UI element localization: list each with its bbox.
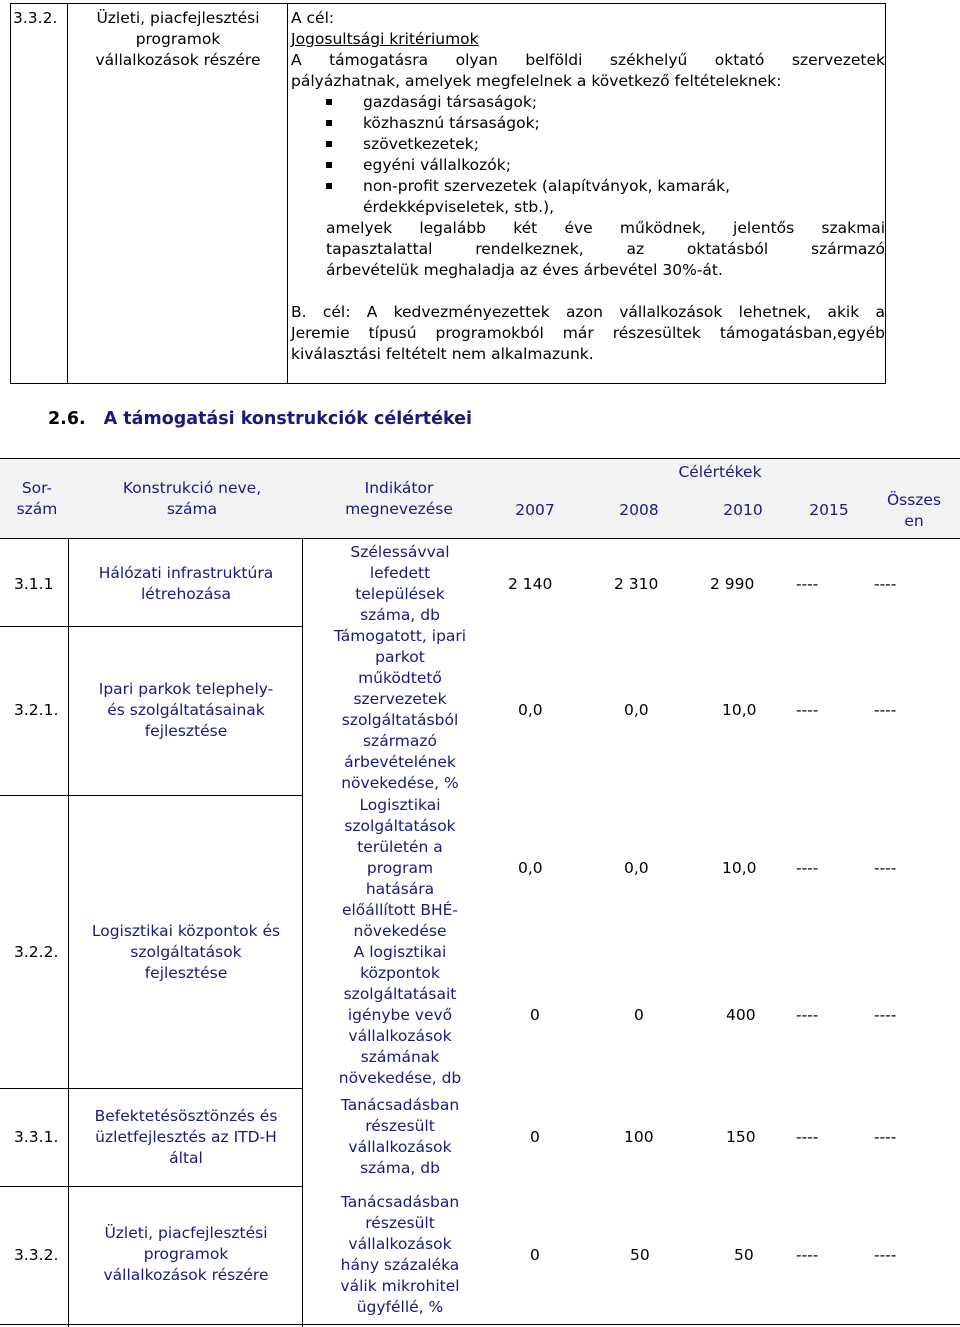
intro-text: A támogatásra olyan belföldi székhelyű oktató szervezetek	[291, 51, 885, 69]
name-line: vállalkozások részére	[103, 1266, 269, 1284]
eligible-list	[291, 92, 885, 218]
header-line: Sor-	[21, 479, 53, 497]
value-2015: ----	[796, 1128, 819, 1146]
header-line: megnevezése	[345, 500, 453, 518]
indicator-line: növekedése, %	[341, 774, 459, 792]
name-line: szolgáltatások	[130, 943, 242, 961]
value-2008: 50	[630, 1246, 650, 1264]
value-2008: 2 310	[614, 575, 659, 593]
indicator-line: száma, db	[360, 1159, 440, 1177]
header-line: en	[904, 512, 924, 530]
header-year: 2010	[723, 501, 763, 519]
header-line: szám	[16, 500, 58, 518]
construction-name	[80, 921, 292, 984]
value-2007: 0,0	[518, 859, 543, 877]
row-number: 3.1.1	[14, 575, 54, 593]
indicator-line: működtető	[358, 669, 442, 687]
header-osszesen	[874, 490, 954, 532]
indicator-line: növekedése, db	[338, 1069, 462, 1087]
name-line: üzletfejlesztés az ITD-H	[95, 1128, 277, 1146]
list-item: non-profit szervezetek (alapítványok, kamarák,	[291, 176, 885, 197]
name-line: Hálózati infrastruktúra	[98, 564, 274, 582]
value-2007: 2 140	[508, 575, 553, 593]
value-2015: ----	[796, 701, 819, 719]
name-line: fejlesztése	[144, 964, 228, 982]
indicator-line: Szélessávval	[350, 543, 450, 561]
indicator-line: vállalkozások	[348, 1138, 452, 1156]
list-item: szövetkezetek;	[291, 134, 885, 155]
spacer	[291, 281, 885, 302]
indicator-line: ügyféllé, %	[356, 1298, 444, 1316]
goal-a-label: A cél:	[291, 9, 335, 27]
name-line: Logisztikai központok és	[91, 922, 281, 940]
indicator-line: központok	[360, 964, 440, 982]
indicator-line: vállalkozások	[348, 1235, 452, 1253]
table-border	[0, 1324, 960, 1325]
header-line: Összes	[886, 491, 942, 509]
name-line: Befektetésösztönzés és	[94, 1107, 278, 1125]
indicator-text	[310, 542, 490, 626]
indicator-line: igénybe vevő	[347, 1006, 453, 1024]
value-total: ----	[874, 1006, 897, 1024]
indicator-line: program	[366, 859, 434, 877]
section-number: 2.6.	[48, 409, 86, 429]
indicator-text	[310, 626, 490, 794]
construction-name	[80, 563, 292, 605]
construction-name	[69, 8, 287, 71]
indicator-line: hatására	[365, 880, 435, 898]
value-2015: ----	[796, 859, 819, 877]
header-konstrukcio	[88, 478, 296, 520]
indicator-line: települések	[355, 585, 445, 603]
indicator-line: területén a	[357, 838, 443, 856]
name-line: és szolgáltatásainak	[107, 701, 265, 719]
list-item-continuation: érdekképviseletek, stb.),	[363, 198, 555, 216]
top-table	[10, 3, 886, 384]
value-2010: 50	[734, 1246, 754, 1264]
indicator-line: hány százaléka	[340, 1256, 460, 1274]
indicator-line: előállított BHÉ-	[341, 901, 459, 919]
name-line: létrehozása	[140, 585, 231, 603]
row-number: 3.2.2.	[14, 943, 59, 961]
column-divider	[302, 538, 303, 1327]
name-line: fejlesztése	[144, 722, 228, 740]
row-divider	[0, 626, 302, 627]
value-total: ----	[874, 575, 897, 593]
indicator-line: válik mikrohitel	[340, 1277, 460, 1295]
indicator-line: szolgáltatásból	[341, 711, 459, 729]
indicator-line: növekedése	[353, 922, 447, 940]
indicator-line: vállalkozások	[348, 1027, 452, 1045]
list-item: gazdasági társaságok;	[291, 92, 885, 113]
indicator-text	[310, 1095, 490, 1179]
indicator-line: parkot	[375, 648, 425, 666]
row-number: 3.3.1.	[14, 1128, 59, 1146]
row-divider	[0, 795, 302, 796]
condition-text: amelyek legalább két éve működnek, jelentős szakmai	[326, 219, 885, 237]
row-divider	[0, 1186, 302, 1187]
indicator-line: Logisztikai	[359, 796, 441, 814]
header-celertekek: Célértékek	[678, 463, 762, 481]
value-total: ----	[874, 1246, 897, 1264]
name-line: által	[169, 1149, 203, 1167]
list-item: egyéni vállalkozók;	[291, 155, 885, 176]
indicator-line: részesült	[365, 1214, 435, 1232]
construction-name	[80, 1106, 292, 1169]
value-2007: 0	[530, 1006, 540, 1024]
criteria-text	[291, 8, 885, 365]
indicator-line: árbevételének	[344, 753, 456, 771]
section-title: A támogatási konstrukciók célértékei	[103, 409, 473, 429]
header-line: Indikátor	[364, 479, 434, 497]
header-indikator	[316, 478, 482, 520]
construction-name	[80, 679, 292, 742]
value-2008: 0,0	[624, 701, 649, 719]
indicator-line: származó	[362, 732, 438, 750]
row-number: 3.2.1.	[14, 701, 59, 719]
header-line: száma	[166, 500, 218, 518]
header-year: 2007	[515, 501, 555, 519]
indicator-text	[310, 795, 490, 942]
column-divider	[287, 4, 288, 383]
name-line: programok	[135, 30, 221, 48]
indicator-text	[310, 1192, 490, 1318]
indicator-line: A logisztikai	[353, 943, 447, 961]
value-2010: 2 990	[710, 575, 755, 593]
goal-b-text: kiválasztási feltételt nem alkalmazunk.	[291, 345, 594, 363]
indicator-line: szervezetek	[353, 690, 447, 708]
indicator-line: szolgáltatások	[344, 817, 456, 835]
value-2007: 0	[530, 1246, 540, 1264]
goal-b-text: Jeremie típusú programokból már részesültek támogatásban,egyéb	[291, 324, 885, 342]
value-2008: 100	[624, 1128, 654, 1146]
indicator-line: Tanácsadásban	[340, 1096, 460, 1114]
value-2015: ----	[796, 575, 819, 593]
value-2015: ----	[796, 1006, 819, 1024]
condition-text: tapasztalattal rendelkeznek, az oktatásból származó	[326, 240, 885, 258]
section-heading	[48, 409, 472, 429]
name-line: Üzleti, piacfejlesztési	[96, 9, 260, 27]
indicator-line: Tanácsadásban	[340, 1193, 460, 1211]
list-item: közhasznú társaságok;	[291, 113, 885, 134]
header-line: Konstrukció neve,	[122, 479, 262, 497]
value-2007: 0,0	[518, 701, 543, 719]
indicator-line: szolgáltatásait	[343, 985, 457, 1003]
intro-text: pályázhatnak, amelyek megfelelnek a következő feltételeknek:	[291, 72, 782, 90]
value-2008: 0,0	[624, 859, 649, 877]
table-border	[0, 538, 960, 539]
indicator-line: lefedett	[369, 564, 431, 582]
value-2010: 400	[726, 1006, 756, 1024]
header-year: 2008	[619, 501, 659, 519]
row-number: 3.3.2.	[13, 9, 58, 27]
value-2010: 10,0	[722, 701, 757, 719]
indicator-text	[310, 942, 490, 1089]
indicator-line: részesült	[365, 1117, 435, 1135]
name-line: vállalkozások részére	[95, 51, 261, 69]
value-total: ----	[874, 859, 897, 877]
condition-text: árbevételük meghaladja az éves árbevétel 30%-át.	[326, 261, 723, 279]
value-total: ----	[874, 1128, 897, 1146]
value-2010: 150	[726, 1128, 756, 1146]
header-year: 2015	[809, 501, 849, 519]
header-sorszam	[14, 478, 60, 520]
table-border	[0, 458, 960, 459]
value-2015: ----	[796, 1246, 819, 1264]
indicator-line: száma, db	[360, 606, 440, 624]
indicator-line: számának	[360, 1048, 440, 1066]
value-2008: 0	[634, 1006, 644, 1024]
goal-b-text: B. cél: A kedvezményezettek azon vállalkozások lehetnek, akik a	[291, 303, 885, 321]
name-line: programok	[143, 1245, 229, 1263]
construction-name	[80, 1223, 292, 1286]
value-2010: 10,0	[722, 859, 757, 877]
row-divider	[0, 1088, 302, 1089]
value-total: ----	[874, 701, 897, 719]
row-number: 3.3.2.	[14, 1246, 59, 1264]
column-divider	[67, 4, 68, 383]
eligibility-heading: Jogosultsági kritériumok	[291, 30, 479, 48]
name-line: Ipari parkok telephely-	[98, 680, 274, 698]
indicator-line: Támogatott, ipari	[333, 627, 467, 645]
value-2007: 0	[530, 1128, 540, 1146]
name-line: Üzleti, piacfejlesztési	[104, 1224, 268, 1242]
column-divider	[68, 538, 69, 1327]
